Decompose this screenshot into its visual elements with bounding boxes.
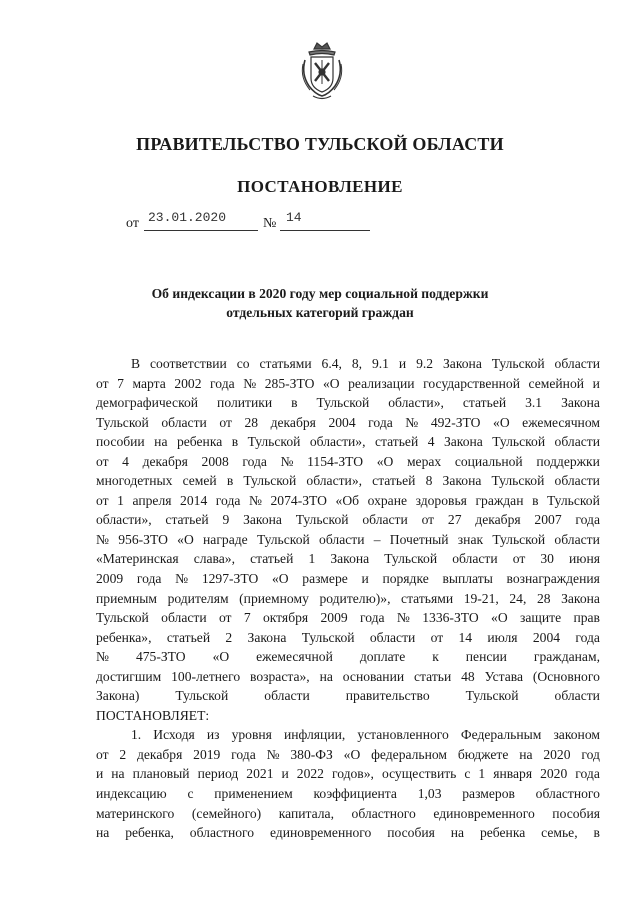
document-number: 14 <box>286 210 302 225</box>
body-word: от <box>96 492 109 508</box>
body-word: статьей <box>372 473 416 489</box>
body-word: семей <box>182 473 217 489</box>
body-word: и <box>592 375 600 391</box>
body-word: области <box>161 610 207 626</box>
body-word: области <box>554 356 600 371</box>
body-word: декабря <box>142 453 188 469</box>
body-word: декабря <box>136 746 183 762</box>
body-word: области <box>369 629 416 645</box>
body-word: статьей <box>462 395 507 411</box>
body-word: 7 <box>243 610 251 626</box>
body-word: в <box>532 492 539 508</box>
body-word: № <box>266 746 280 762</box>
body-word: индексацию <box>96 786 167 802</box>
body-word: Закона <box>442 473 482 489</box>
body-line <box>96 804 600 824</box>
tula-coat-of-arms-icon <box>297 40 347 102</box>
body-word: социальной <box>454 453 523 469</box>
body-word: на <box>96 825 110 841</box>
body-word: 9 <box>222 512 230 528</box>
body-word: года <box>575 766 600 782</box>
body-word: «Материнская <box>96 551 179 567</box>
body-word: здоровья <box>415 492 467 508</box>
body-word: № <box>96 649 109 665</box>
date-underline <box>144 230 258 231</box>
number-prefix: № <box>263 216 277 231</box>
body-word: от <box>219 414 232 430</box>
body-word: статьей <box>166 629 211 645</box>
body-word: № <box>243 375 257 391</box>
body-word: 2020 <box>543 746 571 762</box>
body-word: области», <box>388 395 444 411</box>
body-word: года <box>575 512 600 528</box>
number-underline <box>280 230 370 231</box>
body-word: Закона <box>561 590 600 606</box>
body-word: 9.1 <box>371 356 389 371</box>
body-word: период <box>197 766 239 782</box>
body-word: 2 <box>119 746 127 762</box>
body-word: достигшим <box>96 668 162 684</box>
body-word: 1 <box>478 766 486 782</box>
body-line <box>96 491 600 511</box>
body-word: области <box>161 414 207 430</box>
body-word: «О <box>177 531 194 547</box>
body-word: плановый <box>132 766 190 782</box>
body-line <box>96 549 600 569</box>
body-word: декабря <box>270 414 316 430</box>
body-word: статьей <box>374 434 419 450</box>
body-word: пособия <box>387 825 435 841</box>
body-word: 4 <box>122 453 129 469</box>
body-word: законом <box>553 727 600 743</box>
body-word: установленного <box>357 727 449 743</box>
body-word: год <box>581 746 600 762</box>
body-word: июня <box>569 551 600 567</box>
body-word: Почетный <box>389 531 449 547</box>
body-word: Тульской <box>547 492 600 508</box>
body-word: «О <box>493 414 510 430</box>
body-word: на <box>111 766 125 782</box>
body-word: 2008 <box>201 453 229 469</box>
body-word: пособии <box>96 434 145 450</box>
body-word: от <box>96 453 109 469</box>
body-word: области <box>554 688 600 704</box>
body-word: года <box>231 746 256 762</box>
body-word: Исходя <box>153 727 195 743</box>
body-line <box>96 354 600 374</box>
document-date: 23.01.2020 <box>148 210 227 225</box>
body-word: охране <box>367 492 408 508</box>
body-word: 2 <box>225 629 233 645</box>
body-word: областного <box>535 786 600 802</box>
body-word: «О <box>491 610 508 626</box>
body-line <box>96 393 600 413</box>
body-word: 28 <box>536 590 551 606</box>
body-word: пенсии <box>465 649 507 665</box>
body-word: года <box>368 414 393 430</box>
body-word: Закона <box>443 356 482 371</box>
body-word: года <box>575 629 600 645</box>
body-word: ребенка <box>176 434 223 450</box>
body-word: правительство <box>345 688 430 704</box>
body-word: 2020 <box>540 766 568 782</box>
body-word: «О <box>343 746 361 762</box>
body-word: коэффициента <box>313 786 397 802</box>
body-word: размере <box>302 571 348 587</box>
body-word: 285-ЗТО <box>264 375 315 391</box>
body-word: прав <box>573 610 600 626</box>
body-word: государственной <box>423 375 520 391</box>
body-word: Тульской <box>295 512 349 528</box>
body-word: поддержки <box>536 453 600 469</box>
body-word: года <box>242 453 267 469</box>
body-word: «О <box>271 571 289 587</box>
body-word: 1336-ЗТО <box>422 610 479 626</box>
body-line <box>96 471 600 491</box>
body-word: на <box>519 746 533 762</box>
body-word: № <box>96 531 109 547</box>
body-word: знак <box>457 531 484 547</box>
body-word: 8 <box>425 473 433 489</box>
body-word: 2004 <box>328 414 356 430</box>
body-word: 28 <box>244 414 259 430</box>
body-word: единовременного <box>433 805 535 821</box>
body-word: соответствии <box>150 356 227 371</box>
body-word: реализации <box>348 375 415 391</box>
body-word: родителям <box>167 590 229 606</box>
body-word: апреля <box>132 492 172 508</box>
body-word: (Основного <box>532 668 600 684</box>
body-word: многодетных <box>96 473 173 489</box>
body-word: ребенка, <box>125 825 174 841</box>
body-word: бюджете <box>457 746 509 762</box>
body-word: Тульской <box>243 473 297 489</box>
body-word: 2014 <box>180 492 208 508</box>
body-word: 9.2 <box>416 356 434 371</box>
body-word: 2019 <box>193 746 221 762</box>
body-word: размеров <box>462 786 515 802</box>
body-line <box>96 374 600 394</box>
body-word: от <box>96 375 109 391</box>
body-word: семье, <box>541 825 578 841</box>
body-line <box>96 608 600 628</box>
body-word: 2009 <box>320 610 348 626</box>
body-word: января <box>493 766 533 782</box>
body-word: 14 <box>458 629 473 645</box>
body-line <box>96 569 600 589</box>
body-word: Тульской <box>96 610 149 626</box>
body-word: 3.1 <box>525 395 543 411</box>
body-word: слава», <box>193 551 236 567</box>
body-word: от <box>421 512 435 528</box>
body-word: возраста», <box>250 668 310 684</box>
body-word: года <box>360 610 385 626</box>
body-word: инфляции, <box>283 727 346 743</box>
body-word: ребенка <box>479 825 526 841</box>
body-word: в <box>593 825 600 841</box>
body-word: мерах <box>406 453 442 469</box>
body-word: 27 <box>447 512 462 528</box>
body-word: граждан <box>475 492 524 508</box>
body-word: Закона <box>443 434 483 450</box>
body-word: 1154-ЗТО <box>307 453 364 469</box>
body-word: 2009 <box>96 571 124 587</box>
body-word: области <box>554 473 600 489</box>
body-word: от <box>218 610 232 626</box>
body-word: – <box>373 531 381 547</box>
body-word: приемным <box>96 590 157 606</box>
body-line <box>96 823 600 843</box>
body-word: «О <box>212 649 230 665</box>
body-word: № <box>248 492 262 508</box>
body-word: ежемесячном <box>522 414 600 430</box>
body-word: 2007 <box>534 512 562 528</box>
body-word: области», <box>96 512 152 528</box>
body-word: пособия <box>552 805 600 821</box>
body-word: октября <box>262 610 309 626</box>
body-word: уровня <box>231 727 272 743</box>
body-line <box>96 413 600 433</box>
authority-title: ПРАВИТЕЛЬСТВО ТУЛЬСКОЙ ОБЛАСТИ <box>136 134 504 154</box>
body-word: единовременного <box>269 825 372 841</box>
body-line <box>96 628 600 648</box>
body-word: Тульской <box>384 551 438 567</box>
body-word: года <box>210 375 235 391</box>
body-word: 492-ЗТО <box>430 414 481 430</box>
body-line <box>96 667 600 687</box>
body-word: со <box>236 356 250 371</box>
body-word: из <box>206 727 220 743</box>
body-line <box>96 764 600 784</box>
body-word: 1297-ЗТО <box>201 571 259 587</box>
body-word: Тульской <box>491 356 545 371</box>
body-word: 956-ЗТО <box>118 531 168 547</box>
subject-line: Об индексации в 2020 году мер социальной поддержки <box>151 286 489 301</box>
body-word: семейной <box>528 375 585 391</box>
body-word: области <box>264 688 310 704</box>
body-line <box>96 452 600 472</box>
body-word: 4 <box>427 434 435 450</box>
body-word: 1,03 <box>417 786 442 802</box>
body-word: «О <box>376 453 394 469</box>
body-word: «Об <box>335 492 360 508</box>
body-word: 475-ЗТО <box>135 649 186 665</box>
body-word: № <box>280 453 294 469</box>
body-word: ребенка», <box>96 629 152 645</box>
date-prefix: от <box>126 216 139 231</box>
body-word: 2022 <box>296 766 324 782</box>
body-word: статьей <box>165 512 209 528</box>
body-word: применением <box>214 786 293 802</box>
body-word: Устава <box>484 668 524 684</box>
body-word: статьей <box>250 551 294 567</box>
body-word: 100-летнего <box>171 668 241 684</box>
body-word: области», <box>306 473 363 489</box>
body-word: Закона <box>247 629 287 645</box>
body-word: Тульской <box>96 414 149 430</box>
subject-line: отдельных категорий граждан <box>226 305 414 320</box>
body-word: на <box>319 668 333 684</box>
body-word: Тульской <box>492 531 546 547</box>
body-line <box>96 589 600 609</box>
body-word: 1 <box>117 492 124 508</box>
body-word: области <box>319 531 365 547</box>
body-word: в <box>226 473 234 489</box>
body-word: областного <box>189 825 255 841</box>
body-word: № <box>175 571 189 587</box>
body-word: Закона <box>330 551 370 567</box>
body-word: награде <box>203 531 248 547</box>
body-word: 1 <box>308 551 316 567</box>
body-word: 380-ФЗ <box>290 746 333 762</box>
body-word: № <box>405 414 419 430</box>
body-word: 19-21, <box>463 590 499 606</box>
body-word: от <box>96 746 109 762</box>
body-word: вознаграждения <box>506 571 600 587</box>
body-line <box>96 686 600 706</box>
document-body <box>96 354 600 843</box>
body-word: (приемному <box>239 590 309 606</box>
body-line <box>96 510 600 530</box>
body-word: области <box>362 512 408 528</box>
body-word: ежемесячной <box>256 649 333 665</box>
body-word: статьями <box>259 356 312 371</box>
body-word: и <box>281 766 289 782</box>
body-word: Тульской <box>247 434 301 450</box>
body-word: 2004 <box>532 629 561 645</box>
body-word: родителю)», <box>319 590 391 606</box>
document-type-title: ПОСТАНОВЛЕНИЕ <box>237 177 403 196</box>
body-word: Тульской <box>316 395 370 411</box>
body-word: 48 <box>461 668 475 684</box>
body-word: области <box>554 434 600 450</box>
body-word: Федеральным <box>460 727 542 743</box>
body-word: 2002 <box>174 375 202 391</box>
body-word: декабря <box>475 512 521 528</box>
body-word: годов», <box>331 766 374 782</box>
body-word: Закона) <box>96 688 140 704</box>
body-word: в <box>231 434 239 450</box>
body-word: и <box>96 766 104 782</box>
body-word: доплате <box>359 649 406 665</box>
body-word: в <box>291 395 298 411</box>
body-word: статьями <box>401 590 454 606</box>
body-word: июля <box>487 629 518 645</box>
body-word: 2021 <box>246 766 274 782</box>
body-word: № <box>396 610 410 626</box>
body-word: года <box>136 571 162 587</box>
body-word: ПОСТАНОВЛЯЕТ: <box>96 707 210 723</box>
body-word: защите <box>519 610 562 626</box>
body-word: федеральном <box>371 746 448 762</box>
body-word: области <box>452 551 498 567</box>
body-word: капитала, <box>278 805 334 821</box>
body-word: Тульской <box>175 688 229 704</box>
body-word: 1. <box>131 727 142 743</box>
body-word: «О <box>322 375 340 391</box>
body-word: Закона <box>243 512 282 528</box>
body-word: порядке <box>382 571 429 587</box>
body-word: 30 <box>540 551 554 567</box>
body-word: осуществить <box>381 766 457 782</box>
body-word: к <box>432 649 439 665</box>
body-word: на <box>450 825 465 841</box>
body-word: 2074-ЗТО <box>270 492 327 508</box>
body-word: Тульской <box>492 434 546 450</box>
body-word: Тульской <box>465 688 519 704</box>
body-word: демографической <box>96 395 199 411</box>
body-word: статьи <box>414 668 452 684</box>
body-line <box>96 725 600 745</box>
body-word: области <box>554 531 600 547</box>
body-word: выплаты <box>442 571 493 587</box>
body-word: гражданам, <box>533 649 600 665</box>
body-word: 8, <box>351 356 363 371</box>
body-word: 24, <box>509 590 527 606</box>
document-subject <box>120 284 520 322</box>
body-line <box>96 647 600 667</box>
body-line <box>96 745 600 765</box>
body-word: 6.4, <box>321 356 342 371</box>
body-word: Тульской <box>256 531 310 547</box>
body-word: В <box>131 356 141 371</box>
body-word: Тульской <box>491 473 545 489</box>
body-word: Тульской <box>301 629 355 645</box>
body-word: материнского <box>96 805 175 821</box>
body-word: политики <box>217 395 273 411</box>
body-word: с <box>187 786 194 802</box>
body-word: областного <box>351 805 416 821</box>
body-word: (семейного) <box>191 805 262 821</box>
body-word: марта <box>132 375 166 391</box>
body-word: 7 <box>117 375 124 391</box>
body-word: с <box>464 766 471 782</box>
body-line <box>96 784 600 804</box>
body-word: от <box>512 551 526 567</box>
body-word: на <box>154 434 168 450</box>
body-line <box>96 530 600 550</box>
body-line <box>96 706 600 726</box>
body-word: года <box>215 492 241 508</box>
body-word: основании <box>342 668 405 684</box>
body-word: и <box>361 571 369 587</box>
body-word: Закона <box>561 395 600 411</box>
body-word: от <box>430 629 444 645</box>
body-word: и <box>398 356 407 371</box>
body-word: области», <box>309 434 366 450</box>
body-line <box>96 432 600 452</box>
